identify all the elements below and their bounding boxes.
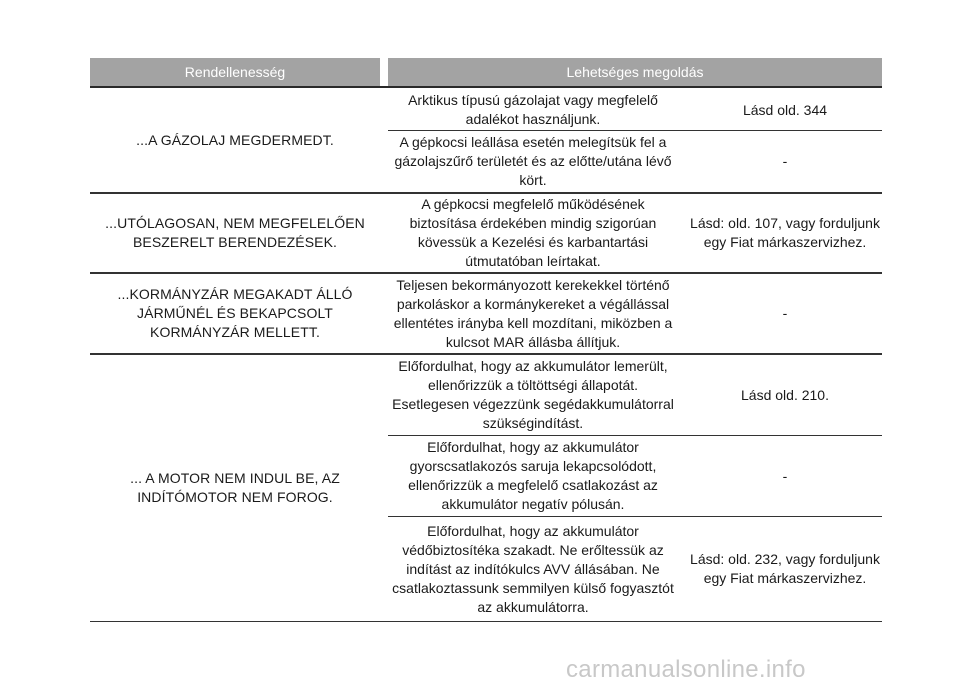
row-divider [90,621,882,622]
solution-ref: - [782,467,788,484]
solution-item [388,131,882,192]
solution-text: Előfordulhat, hogy az akkumulátor gyorscsatlakozós saruja lekapcsolódott, ellenőrizzük a megfelelő csatlakozást az akkumulátor negatív pólusán. [408,439,658,512]
table-row [90,355,882,621]
solution-cell [388,194,882,272]
solution-cell [388,88,882,192]
problem-cell: ... A MOTOR NEM INDUL BE, AZ INDÍTÓMOTOR NEM FOROG. [130,470,340,505]
header-solution: Lehetséges megoldás [388,58,882,86]
problem-cell: ...A GÁZOLAJ MEGDERMEDT. [136,131,334,148]
solution-ref: Lásd old. 210. [741,386,829,403]
table-row [90,88,882,192]
header-problem: Rendellenesség [90,58,380,86]
solution-text: A gépkocsi leállása esetén melegítsük fel a gázolajszűrő területét és az előtte/utána lévő kört. [394,134,672,188]
table-row [90,194,882,272]
table-row [90,274,882,353]
solution-cell [388,355,882,621]
solution-ref: Lásd: old. 107, vagy forduljunk egy Fiat márkaszervizhez. [690,215,880,250]
solution-ref: Lásd old. 344 [742,101,828,118]
troubleshooting-table [90,58,882,86]
solution-item [388,517,882,621]
solution-ref: - [782,305,788,321]
table-header [90,58,882,86]
solution-ref: - [782,153,788,169]
solution-item [388,194,882,272]
solution-text: Előfordulhat, hogy az akkumulátor védőbiztosítéka szakadt. Ne erőltessük az indítást az indítókulcs AVV állásában. Ne csatlakoztassunk semmilyen külső fogyasztót az akkumulátorra. [392,522,674,615]
solution-text: A gépkocsi megfelelő működésének biztosítása érdekében mindig szigorúan kövessük a Kezelési és karbantartási útmutatóban leírtakat. [409,196,657,269]
problem-cell: ...KORMÁNYZÁR MEGAKADT ÁLLÓ JÁRMŰNÉL ÉS BEKAPCSOLT KORMÁNYZÁR MELLETT. [117,286,353,340]
solution-item [388,88,882,130]
solution-cell [388,274,882,353]
solution-item [388,274,882,353]
solution-item [388,355,882,435]
solution-item [388,436,882,516]
watermark-text: carmanualsonline.info [566,656,806,683]
solution-ref: Lásd: old. 232, vagy forduljunk egy Fiat márkaszervizhez. [690,551,880,586]
solution-text: Arktikus típusú gázolajat vagy megfelelő adalékot használjunk. [408,92,658,127]
solution-text: Teljesen bekormányozott kerekekkel történő parkoláskor a kormánykereket a végállással ellentétes irányba kell mozdítani, miközben a kulcsot MAR állásba állítjuk. [393,276,673,350]
solution-text: Előfordulhat, hogy az akkumulátor lemerült, ellenőrizzük a töltöttségi állapotát. Esetlegesen végezzünk segédakkumulátorral szükségindítást. [392,358,674,431]
problem-cell: ...UTÓLAGOSAN, NEM MEGFELELŐEN BESZERELT BERENDEZÉSEK. [105,215,365,250]
